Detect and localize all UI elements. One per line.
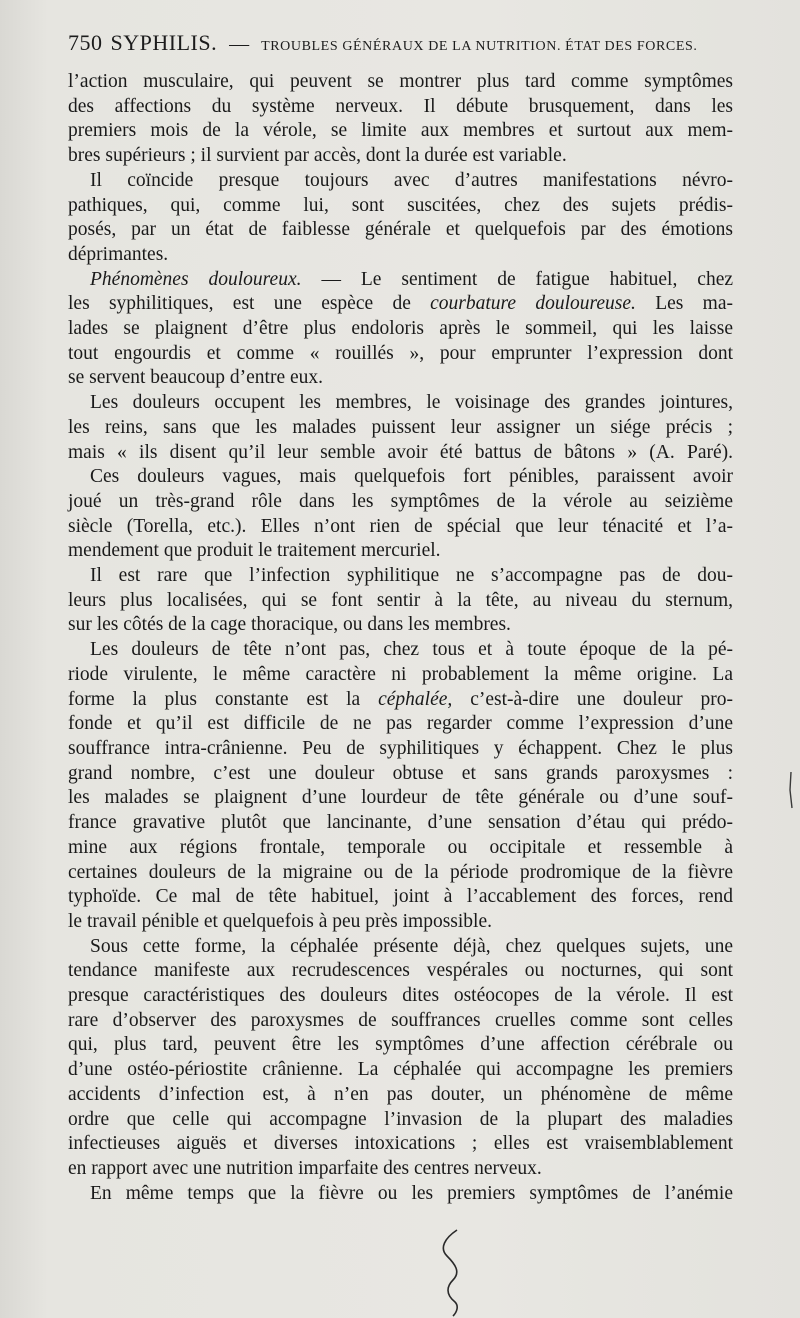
text-segment: Les ma- [635,293,733,315]
text-line: posés, par un état de faiblesse générale et quelquefois par des émotions [68,219,733,241]
paragraph [68,638,733,934]
text-line: mais « ils disent qu’il leur semble avoir été battus de bâtons » (A. Paré). [68,441,733,463]
paragraph [68,465,733,564]
text-line: leurs plus localisées, qui se font sentir à la tête, au niveau du sternum, [68,589,733,611]
body-text [68,70,733,1206]
text-line: Les douleurs de tête n’ont pas, chez tous et à toute époque de la pé- [90,639,733,661]
text-line: Il est rare que l’infection syphilitique ne s’accompagne pas de dou- [90,565,733,587]
text-line: accidents d’infection est, à n’en pas douter, un phénomène de même [68,1083,733,1105]
text-line: En même temps que la fièvre ou les premiers symptômes de l’anémie [90,1182,733,1204]
text-line: premiers mois de la vérole, se limite aux membres et surtout aux mem- [68,120,733,142]
text-segment: forme la plus constante est la [68,688,379,710]
text-line: Ces douleurs vagues, mais quelquefois fort pénibles, paraissent avoir [90,466,733,488]
text-line: bres supérieurs ; il survient par accès, dont la durée est variable. [68,145,567,167]
text-line: Il coïncide presque toujours avec d’autres manifestations névro- [90,169,733,191]
text-line: presque caractéristiques des douleurs dites ostéocopes de la vérole. Il est [68,985,733,1007]
pencil-scribble [435,1228,475,1318]
text-line: le travail pénible et quelquefois à peu près impossible. [68,910,493,932]
italic-term: courbature douloureuse. [430,293,636,315]
text-line: Les douleurs occupent les membres, le voisinage des grandes jointures, [90,392,733,414]
text-line [68,688,733,713]
text-line: qui, plus tard, peuvent être les symptômes d’une affection cérébrale ou [68,1034,733,1056]
text-line: infectieuses aiguës et diverses intoxications ; elles est vraisemblablement [68,1133,733,1155]
paragraph [68,1182,733,1207]
text-line: pathiques, qui, comme lui, sont suscitées, chez des sujets prédis- [68,194,733,216]
text-line [68,268,733,293]
text-line: mendement que produit le traitement mercuriel. [68,540,441,562]
text-line: tendance manifeste aux recrudescences vespérales ou nocturnes, qui sont [68,960,733,982]
text-segment: — Le sentiment de fatigue habituel, chez [301,268,734,290]
running-header [68,30,728,60]
text-line: fonde et qu’il est difficile de ne pas regarder comme l’expression d’une [68,713,733,735]
running-title: SYPHILIS. [110,30,218,55]
text-line: certaines douleurs de la migraine ou de la période prodromique de la fièvre [68,861,733,883]
text-line: se servent beaucoup d’entre eux. [68,367,324,389]
text-line: les reins, sans que les malades puissent leur assigner un siége précis ; [68,416,733,438]
page-number: 750 [68,30,103,55]
text-line: joué un très-grand rôle dans les symptômes de la vérole au seizième [68,490,733,512]
text-line: riode virulente, le même caractère ni probablement la même origine. La [68,663,733,685]
text-line: Sous cette forme, la céphalée présente déjà, chez quelques sujets, une [90,935,733,957]
header-dash: — [229,33,250,55]
text-line: en rapport avec une nutrition imparfaite des centres nerveux. [68,1157,542,1179]
text-line: grand nombre, c’est une douleur obtuse et sans grands paroxysmes : [68,762,733,784]
text-line: ordre que celle qui accompagne l’invasion de la plupart des maladies [68,1108,733,1130]
text-line: lades se plaignent d’être plus endoloris après le sommeil, qui les laisse [68,318,733,340]
section-title: TROUBLES GÉNÉRAUX DE LA NUTRITION. ÉTAT DES FORCES. [261,39,698,54]
paragraph [68,391,733,465]
text-line: d’une ostéo-périostite crânienne. La céphalée qui accompagne les premiers [68,1059,733,1081]
text-line: tout engourdis et comme « rouillés », pour emprunter l’expression dont [68,342,733,364]
paragraph [68,169,733,268]
text-line: rare d’observer des paroxysmes de souffrances cruelles comme sont celles [68,1009,733,1031]
text-line: mine aux régions frontale, temporale ou occipitale et ressemble à [68,836,733,858]
paragraph [68,564,733,638]
text-segment: c’est-à-dire une douleur pro- [452,688,733,710]
text-line: siècle (Torella, etc.). Elles n’ont rien de spécial que leur ténacité et l’a- [68,515,733,537]
margin-pencil-mark [786,770,796,810]
text-line: l’action musculaire, qui peuvent se montrer plus tard comme symptômes [68,71,733,92]
text-line: les malades se plaignent d’une lourdeur de tête générale ou d’une souf- [68,787,733,809]
paragraph [68,70,733,169]
text-line: france gravative plutôt que lancinante, d’une sensation d’étau qui prédo- [68,812,733,834]
paragraph [68,268,733,392]
text-segment: les syphilitiques, est une espèce de [68,293,431,315]
text-line: sur les côtés de la cage thoracique, ou dans les membres. [68,614,511,636]
text-line: typhoïde. Ce mal de tête habituel, joint à l’accablement des forces, rend [68,886,733,908]
text-line: déprimantes. [68,243,169,265]
text-line: des affections du système nerveux. Il débute brusquement, dans les [68,95,733,117]
italic-heading: Phénomènes douloureux. [90,268,302,290]
paragraph [68,935,733,1182]
text-line [68,292,733,317]
italic-term: céphalée, [378,688,453,710]
text-line: souffrance intra-crânienne. Peu de syphilitiques y échappent. Chez le plus [68,737,733,759]
